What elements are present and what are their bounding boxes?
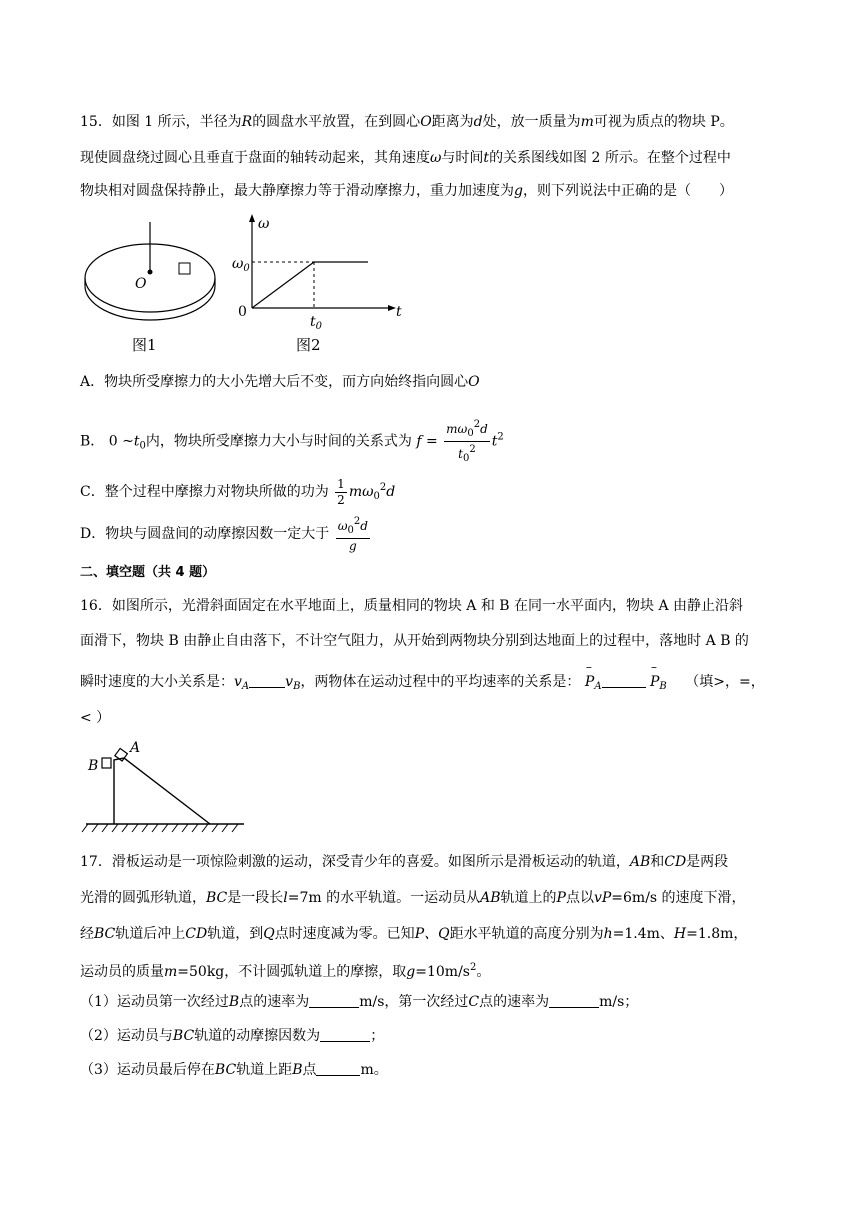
q17-line2: 光滑的圆弧形轨道，BC是一段长l=7m 的水平轨道。一运动员从AB轨道上的P点以vP=6m/s 的速度下滑， [80, 890, 746, 906]
q16-number: 16． [80, 598, 112, 614]
q17-blank-speed-c[interactable] [549, 1007, 599, 1008]
q15-number: 15． [80, 114, 112, 130]
figure1-caption: 图1 [132, 336, 157, 354]
q17-sub2: （2）运动员与BC轨道的动摩擦因数为 ； [80, 1028, 385, 1044]
graph-t0-label: $t_0$ [310, 314, 323, 332]
q17-blank-friction[interactable] [320, 1041, 370, 1042]
q16-line2: 面滑下，物块 B 由静止自由落下，不计空气阻力，从开始到两物块分别到达地面上的过程中，落地时 A B 的 [80, 633, 749, 649]
section-heading: 二、填空题（共 4 题） [80, 565, 216, 580]
q15-stem-line3: 物块相对圆盘保持静止，最大静摩擦力等于滑动摩擦力，重力加速度为g，则下列说法中正确的是（ ） [80, 183, 733, 199]
q16-blank-velocity[interactable] [249, 687, 285, 688]
option-d-fraction: $\frac{\omega_0^2d}{g}$ [337, 516, 368, 553]
q16-PB: – $P_B$ [650, 660, 667, 692]
q15-figure2-graph [228, 212, 408, 360]
q17-blank-distance[interactable] [316, 1075, 360, 1076]
option-b-fraction: $\frac{m\omega_0^2d}{t_0^2}$ [446, 419, 488, 464]
graph-x-axis-label: t [396, 304, 402, 320]
q17-number: 17． [80, 854, 112, 870]
incline-label-a: A [130, 740, 141, 756]
disc-center-label: O [135, 276, 147, 292]
q15-stem-line1: 15．如图 1 所示，半径为R的圆盘水平放置，在到圆心O距离为d处，放一质量为m可视为质点的物块 P。 [80, 114, 734, 130]
q17-sub3: （3）运动员最后停在BC轨道上距B点 m。 [80, 1062, 388, 1078]
graph-y-axis-label: ω [258, 216, 270, 232]
q15-option-d: D．物块与圆盘间的动摩擦因数一定大于 $\frac{\omega_0^2d}{g}$ [80, 516, 368, 553]
q16-figure-incline [80, 738, 250, 838]
q15-option-c: C．整个过程中摩擦力对物块所做的功为 $\frac{1}{2}$ $m\omega_0^2d$ [80, 476, 396, 507]
q15-stem-line2: 现使圆盘绕过圆心且垂直于盘面的轴转动起来，其角速度ω与时间t的关系图线如图 2 所示。在整个过程中 [80, 150, 731, 166]
q16-line1: 16．如图所示，光滑斜面固定在水平地面上，质量相同的物块 A 和 B 在同一水平面内，物块 A 由静止沿斜 [80, 598, 744, 614]
option-c-fraction: $\frac{1}{2}$ [337, 476, 345, 507]
q17-blank-speed-b[interactable] [309, 1007, 359, 1008]
q16-line3: 瞬时速度的大小关系是：$v_A$ $v_B$，两物体在运动过程中的平均速率的关系是： – $P_A$ – $P_B$ （填>，=， [80, 672, 765, 697]
q17-line1: 17．滑板运动是一项惊险刺激的运动，深受青少年的喜爱。如图所示是滑板运动的轨道，AB和CD是两段 [80, 854, 729, 870]
incline-label-b: B [88, 758, 99, 774]
graph-omega0-label: $\omega_0$ [232, 256, 250, 274]
graph-origin-label: 0 [238, 304, 247, 320]
q17-line3: 经BC轨道后冲上CD轨道，到Q点时速度减为零。已知P、Q距水平轨道的高度分别为h=1.4m、H=1.8m， [80, 926, 748, 942]
q15-option-a: A．物块所受摩擦力的大小先增大后不变，而方向始终指向圆心O [80, 374, 480, 390]
figure2-caption: 图2 [296, 336, 321, 354]
q16-PA: – $P_A$ [584, 660, 602, 692]
q15-option-b: B． 0 $\sim t_0$内，物块所受摩擦力大小与时间的关系式为 f = $\frac{m\omega_0^2d}{t_0^2}$ $t^2$ [80, 419, 504, 464]
q16-line4: < ） [80, 710, 111, 726]
q17-line4: 运动员的质量m=50kg，不计圆弧轨道上的摩擦，取$g=10m/s^2$。 [80, 962, 491, 980]
q15-figure1-disc [80, 220, 220, 360]
q17-sub1: （1）运动员第一次经过B点的速率为 m/s，第一次经过C点的速率为 m/s； [80, 994, 639, 1010]
q16-blank-avg-speed[interactable] [602, 687, 646, 688]
